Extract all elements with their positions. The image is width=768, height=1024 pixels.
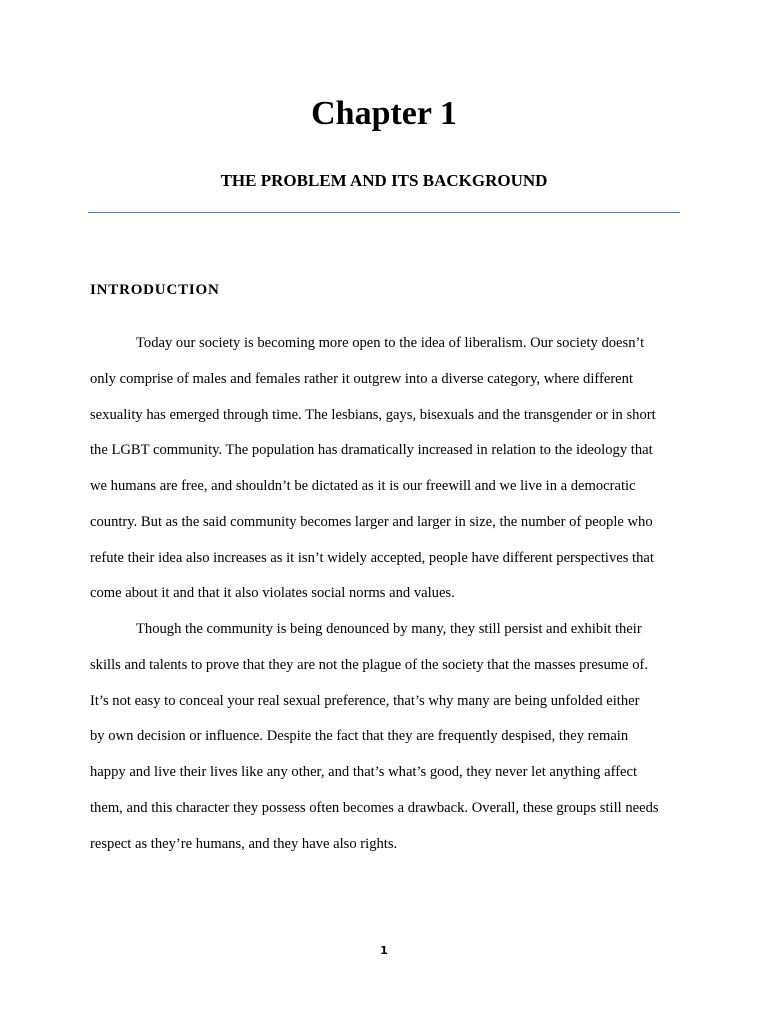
paragraph-line: refute their idea also increases as it isn’t widely accepted, people have different perspectives that <box>90 549 654 566</box>
paragraph <box>90 326 680 612</box>
header-divider <box>88 212 680 213</box>
paragraph-line: them, and this character they possess often becomes a drawback. Overall, these groups still needs <box>90 799 659 816</box>
paragraph-line: by own decision or influence. Despite the fact that they are frequently despised, they remain <box>90 728 629 745</box>
chapter-subtitle: THE PROBLEM AND ITS BACKGROUND <box>220 171 548 190</box>
paragraph-line: we humans are free, and shouldn’t be dictated as it is our freewill and we live in a democratic <box>90 478 636 494</box>
paragraph-line: respect as they’re humans, and they have also rights. <box>90 835 398 852</box>
paragraph-line: country. But as the said community becomes larger and larger in size, the number of people who <box>90 513 653 530</box>
paragraph-line: happy and live their lives like any other, and that’s what’s good, they never let anything affect <box>90 764 638 780</box>
paragraph-line: sexuality has emerged through time. The lesbians, gays, bisexuals and the transgender or in short <box>90 406 656 423</box>
chapter-title: Chapter 1 <box>311 95 457 132</box>
section-heading: INTRODUCTION <box>90 282 220 298</box>
body-text <box>90 326 680 862</box>
paragraph-line: Though the community is being denounced by many, they still persist and exhibit their <box>136 621 642 637</box>
paragraph-line: Today our society is becoming more open to the idea of liberalism. Our society doesn’t <box>136 335 645 351</box>
paragraph-line: the LGBT community. The population has dramatically increased in relation to the ideology that <box>90 442 653 459</box>
paragraph-line: only comprise of males and females rather it outgrew into a diverse category, where different <box>90 370 634 387</box>
paragraph-line: skills and talents to prove that they are not the plague of the society that the masses presume of. <box>90 656 649 673</box>
page-number: 1 <box>380 944 388 957</box>
paragraph <box>90 612 680 862</box>
paragraph-line: It’s not easy to conceal your real sexual preference, that’s why many are being unfolded either <box>90 692 640 709</box>
paragraph-line: come about it and that it also violates social norms and values. <box>90 585 455 602</box>
